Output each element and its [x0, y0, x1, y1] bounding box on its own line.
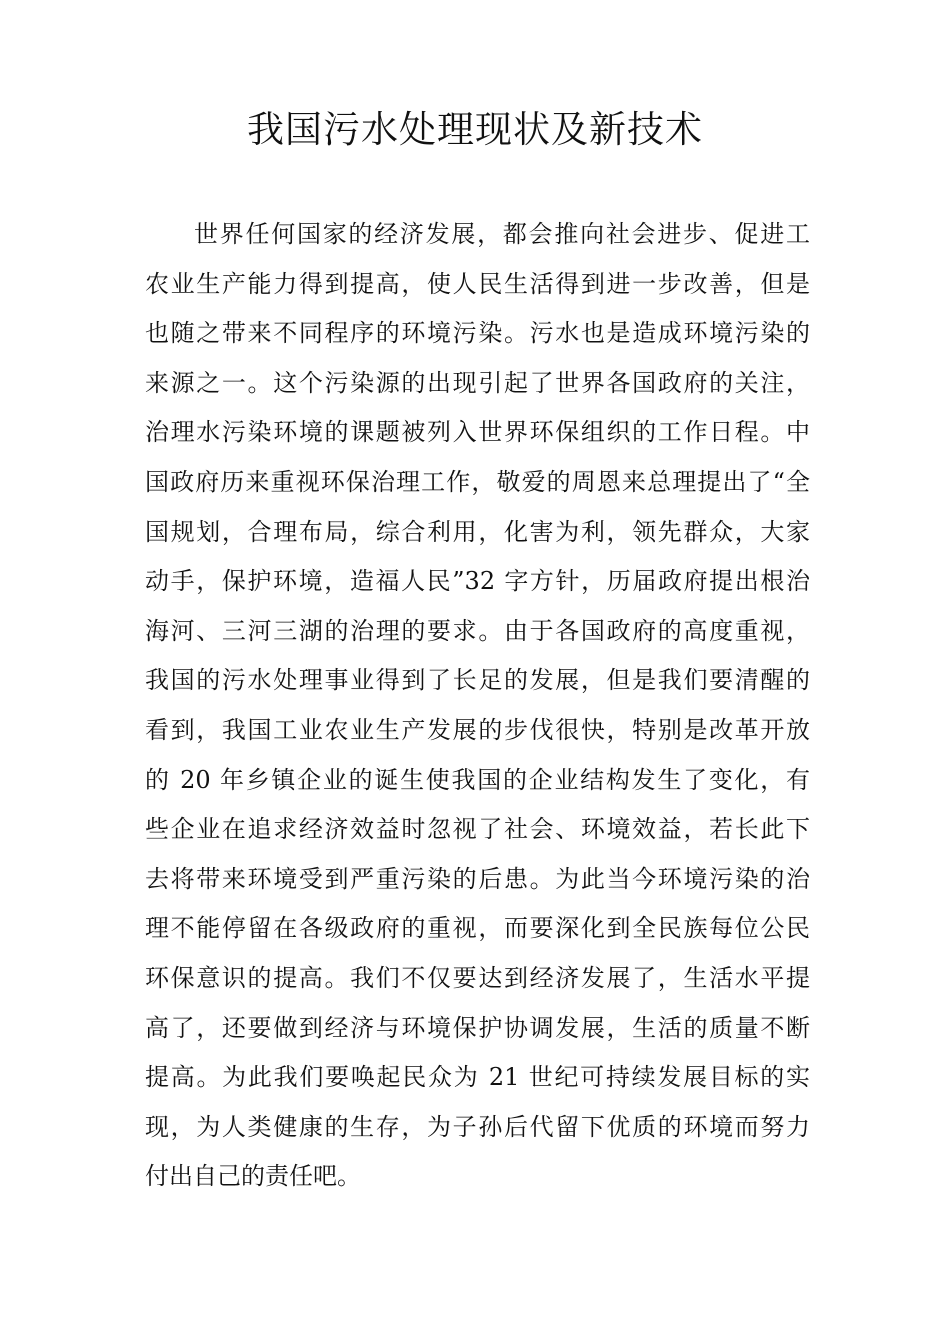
paragraph-line: 付出自己的责任吧。: [145, 1162, 361, 1191]
paragraph-line: 理不能停留在各级政府的重视，而要深化到全民族每位公民: [145, 914, 810, 943]
paragraph-line: 也随之带来不同程序的环境污染。污水也是造成环境污染的: [145, 319, 810, 348]
document-title: 我国污水处理现状及新技术: [247, 108, 703, 151]
paragraph-line: 高了，还要做到经济与环境保护协调发展，生活的质量不断: [145, 1013, 810, 1042]
paragraph-line: 国政府历来重视环保治理工作，敬爱的周恩来总理提出了“全: [145, 467, 810, 496]
paragraph-line: 来源之一。这个污染源的出现引起了世界各国政府的关注，: [145, 368, 810, 397]
body-paragraph: [145, 210, 810, 1202]
paragraph-line: 我国的污水处理事业得到了长足的发展，但是我们要清醒的: [145, 666, 810, 695]
paragraph-line: 提高。为此我们要唤起民众为 21 世纪可持续发展目标的实: [145, 1063, 810, 1092]
paragraph-line: 动手，保护环境，造福人民”32 字方针，历届政府提出根治: [145, 567, 810, 596]
paragraph-line: 世界任何国家的经济发展，都会推向社会进步、促进工: [194, 220, 810, 248]
paragraph-line: 些企业在追求经济效益时忽视了社会、环境效益，若长此下: [145, 815, 810, 844]
paragraph-line: 农业生产能力得到提高，使人民生活得到进一步改善，但是: [145, 269, 810, 298]
paragraph-line: 去将带来环境受到严重污染的后患。为此当今环境污染的治: [145, 864, 810, 893]
paragraph-line: 海河、三河三湖的治理的要求。由于各国政府的高度重视，: [145, 616, 810, 645]
paragraph-line: 国规划，合理布局，综合利用，化害为利，领先群众，大家: [145, 517, 810, 546]
paragraph-line: 的 20 年乡镇企业的诞生使我国的企业结构发生了变化，有: [145, 765, 810, 794]
paragraph-line: 现，为人类健康的生存，为子孙后代留下优质的环境而努力: [145, 1112, 810, 1141]
paragraph-line: 治理水污染环境的课题被列入世界环保组织的工作日程。中: [145, 418, 810, 447]
paragraph-line: 看到，我国工业农业生产发展的步伐很快，特别是改革开放: [145, 715, 810, 744]
paragraph-line: 环保意识的提高。我们不仅要达到经济发展了，生活水平提: [145, 963, 810, 992]
